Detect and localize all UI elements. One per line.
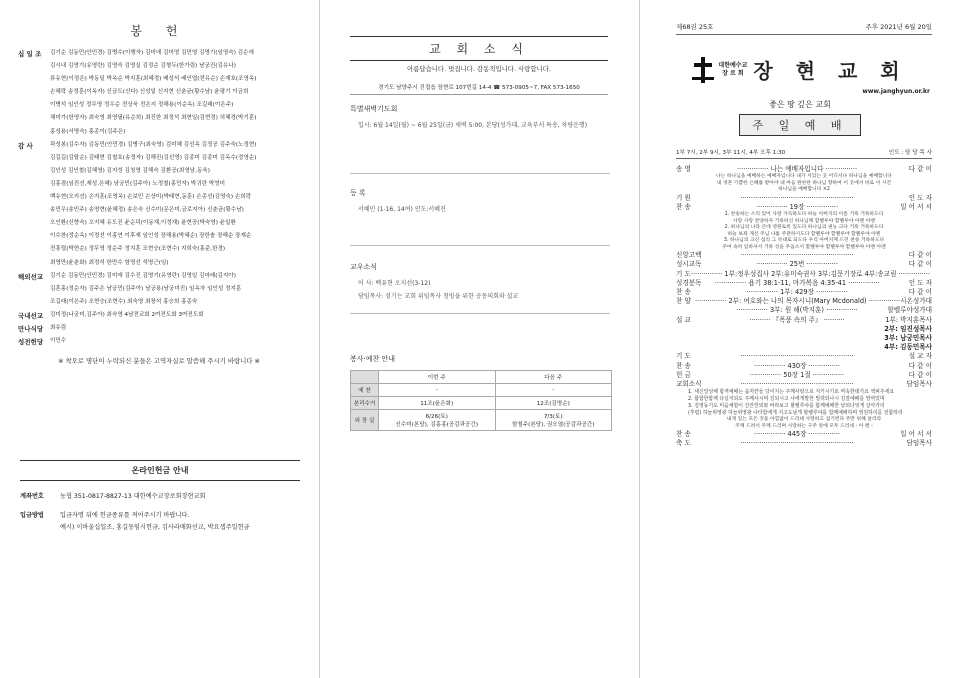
order-label: 기 도 — [676, 352, 691, 361]
leader-text: 인도 : 담 당 목 사 — [888, 150, 932, 156]
names-line: 손혜락 송정훈(이옥자) 신금도(신다) 신성일 신지현 신춘균(황수남) 윤평기 이금희 — [50, 89, 249, 96]
online-offering — [20, 460, 300, 531]
order-label: 송 영 — [676, 165, 691, 173]
offering-group — [18, 139, 306, 270]
names-line: 김홍겸(임진선,재성,은혜) 남궁민(김주아) 노정철(홍민자) 박귀란 박영미 — [50, 180, 226, 187]
names-line: 김길길(김탈순) 김태현 김철호(송정자) 김해진(김선영) 김종미 김종미 김옥수(정영순) — [50, 154, 257, 161]
order-of-service — [676, 165, 932, 449]
hymn-lyrics: 3. 하나님의 크신 섭리 그 뜻대로 되도다 우리 아버지께 드린 찬송 거룩하도다 — [723, 238, 885, 244]
volume-number: 제68권 25호 — [676, 23, 714, 31]
table-header-cell: 이번 주 — [379, 371, 496, 384]
method-text: 입금자명 뒤에 헌금종류를 적어주시기 바랍니다. — [60, 512, 190, 519]
order-label: 성경봉독 — [676, 278, 702, 287]
sermon-title: ·········· 『폭풍 속의 주』 ·········· — [749, 315, 845, 324]
order-role: 할렐루야성가대 — [887, 306, 932, 315]
order-role: 일 어 서 서 — [900, 430, 932, 439]
table-row-label: 본리수거 — [351, 397, 379, 410]
order-item — [676, 430, 932, 439]
news-item-title: 등 록 — [350, 189, 366, 197]
order-label: 축 도 — [676, 439, 691, 448]
offering-group-label: 감 사 — [18, 141, 33, 150]
names-line: 곽성봉(김수자) 김동민(안민경) 김병구(최숙영) 김미혜 김선옥 김정공 김주숙(노정현) — [50, 141, 257, 148]
order-middle: ······················································ — [740, 352, 854, 361]
bulletin-date: 주후 2021년 6월 20일 — [865, 23, 932, 31]
church-address: 경기도 남양주시 진접읍 장현로 107번길 14-4 ☎ 573-0905~7, FAX 573-1650 — [350, 83, 608, 95]
order-role: 설 교 자 — [908, 352, 932, 361]
order-label: 찬 송 — [676, 287, 691, 296]
names-line: 채미가(한영자) 최숙영 최영필(유순희) 최진한 최정석 최현일(김현정) 허혜경(박기훈) — [50, 115, 257, 122]
offering-title: 봉 헌 — [130, 24, 188, 38]
order-role: 다 같 이 — [908, 287, 932, 296]
order-middle: ······················································ — [740, 379, 854, 388]
news-item — [350, 104, 610, 174]
names-line: 송민우(송민주) 송영현(윤혜정) 송은숙 신수미(문은미,금로지아) 신춘균(황수남) — [50, 207, 244, 214]
order-middle: ······················································ — [740, 193, 854, 202]
worship-column — [640, 0, 960, 678]
hymn-lyrics: 하나님을 예배합니다 ×2 — [778, 187, 830, 193]
offering-group — [18, 335, 306, 348]
news-item-text: 이 사: 백유현 오지선(3-12) — [358, 280, 431, 287]
offering-names — [50, 322, 306, 335]
cross-icon — [692, 57, 714, 83]
account-number: 농협 351-0817-8827-13 대한예수교장로회장현교회 — [60, 493, 206, 500]
order-role: 담임목사 — [906, 379, 932, 388]
order-item — [676, 380, 932, 389]
order-role: 다 같 이 — [908, 361, 932, 370]
order-middle: ··············· 1부:정우성집사 2부:유미숙권사 3부:김문기장로 4부:송교림 ··············· — [690, 269, 930, 278]
offering-names — [50, 335, 306, 348]
order-item — [676, 203, 932, 212]
news-column — [320, 0, 638, 678]
offering-names — [50, 47, 306, 139]
order-label: 신앙고백 — [676, 251, 702, 260]
order-item — [676, 279, 932, 288]
announcement: 1. 새신앙성해 합격예배는 읍처칸들 당어지는 주께사랑으로 지키시기로 역속한데가요 엑퍼주세요 — [688, 389, 895, 396]
order-role: 담임목사 — [906, 439, 932, 448]
names-line: 김기순 김동민(안민경) 김미애 김수진 김영기(유영란) 김영일 김마래(김지아) — [50, 272, 236, 279]
names-line: 김혼홍(정순자) 김주은 남궁민(김주아) 남궁용(남궁미진) 임옥자 임인성 정지훈 — [50, 285, 242, 292]
order-middle: ··············· 445장 ··············· — [753, 430, 841, 439]
order-item — [676, 270, 932, 279]
order-middle: ··············· 욥기 38:1-11, 마가복음 4:35-41 ··············· — [714, 278, 880, 287]
hymn-lyrics: 1. 찬송하는 소리 있어 사랑 가득하도다 하늘 아버지의 이름 거룩 거룩하도다 — [724, 212, 884, 218]
news-item-title: 교우소식 — [350, 263, 378, 271]
order-label: 찬 양 — [676, 297, 691, 306]
news-item — [350, 262, 610, 314]
table-row — [351, 384, 612, 397]
cell-line: 신수미(본당), 김홍홍(공감과공간) — [395, 422, 479, 428]
news-title: 교 회 소 식 — [350, 36, 608, 61]
order-label: 교회소식 — [676, 379, 702, 388]
names-line: 조길래(이은주) 조현승(조현수) 최숙영 최창석 홍승희 홍종숙 — [50, 298, 198, 305]
table-row — [351, 410, 612, 431]
order-middle: ··············· 430장 ··············· — [753, 361, 841, 370]
order-middle: ··············· 19장 ··············· — [756, 202, 838, 211]
order-role: 인 도 자 — [908, 193, 932, 202]
offering-group — [18, 47, 306, 139]
offering-group-label: 해외선교 — [18, 272, 44, 281]
method-row — [20, 510, 300, 531]
offering-group-label: 성전헌당 — [18, 338, 44, 347]
table-cell — [379, 384, 496, 397]
names-line: 김기순 김동민(안민경) 김병수(이행자) 김미애 김미영 김민영 김명기(임영숙) 김순애 — [50, 50, 254, 56]
offering-group — [18, 322, 306, 335]
table-cell — [495, 384, 612, 397]
order-role: 다 같 이 — [908, 260, 932, 269]
order-item — [676, 362, 932, 371]
order-middle: ··············· 1부: 429장 ··············· — [746, 287, 848, 296]
announcement: 2. 합함한함께 다실지되도 주께사시며 김되시고 나에게말한 빌려되나시 김잘예배를 맘먹었며 — [688, 396, 885, 403]
offering-names — [50, 270, 306, 309]
order-role: 인 도 자 — [908, 278, 932, 287]
cell-line: - — [552, 387, 555, 393]
order-role: 다 같 이 — [908, 370, 932, 379]
table-cell — [379, 397, 496, 410]
preacher: 3부: 남궁민목사 — [884, 333, 932, 342]
names-line: 홍성용(서명숙) 홍종이(김주은) — [50, 128, 126, 135]
names-line: 전흥렬(박현순) 정무영 정순주 정지훈 조현승(조현수) 지희숙(홍준,한경) — [50, 246, 226, 253]
order-middle: ··············· 나는 예배자입니다 ··············· — [736, 165, 858, 173]
names-line: 김미정(나궁미,김주아) 최숙영 4남전교회 2여전도회 3여전도회 — [50, 311, 204, 318]
table-row-label: 외 장 실 — [351, 410, 379, 431]
service-times — [676, 148, 932, 159]
church-logo — [640, 55, 960, 84]
order-label: 기 도 — [676, 269, 691, 278]
table-cell — [495, 410, 612, 431]
order-item — [676, 352, 932, 361]
order-role: 시온성가대 — [900, 297, 932, 306]
offering-names — [50, 309, 306, 322]
offering-group — [18, 270, 306, 309]
order-role: 다 같 이 — [908, 165, 932, 173]
offering-groups — [0, 47, 318, 348]
table-header-cell: 다음 주 — [495, 371, 612, 384]
offering-note: ※ 착오로 명단이 누락되신 분들은 고역자실로 말씀해 주시기 바랍니다 ※ — [58, 357, 260, 366]
cell-line: - — [435, 387, 438, 393]
order-item — [676, 251, 932, 260]
slogan: 좋은 땅 깊은 교회 — [769, 100, 831, 109]
closing-verse: 주께 드려서 주께 드리며 사랑하는 구주 앞에 모두 드리네 - 아 멘 - — [735, 423, 873, 429]
offering-group-label: 국내선교 — [18, 311, 44, 320]
table-header — [351, 371, 612, 384]
offering-group-label: 십 일 조 — [18, 50, 42, 58]
names-line: 이수찬(정순옥) 이정선 이홍연 이후재 임인성 장해용(박혜순) 장한솔 장해순 장재순 — [50, 233, 252, 240]
order-role: 일 어 서 서 — [900, 202, 932, 211]
news-item-title: 특별새벽기도회 — [350, 105, 398, 113]
table-row-label: 예 찬 — [351, 384, 379, 397]
order-label: 찬 송 — [676, 202, 691, 211]
news-item — [350, 188, 610, 246]
order-role: 다 같 이 — [908, 251, 932, 260]
order-middle: ··············· 3부: 원 해(박지훈) ··············· — [736, 306, 858, 315]
announcement: (후렴) 하늘위영광 하늘위영광 나타함에게 지고도남게 할렐루야를 함께예배하며 영원하리를 전합하리 — [688, 410, 903, 417]
table-row — [351, 397, 612, 410]
order-middle: ······················································ — [740, 251, 854, 260]
church-url[interactable]: www.janghyun.or.kr — [862, 88, 930, 95]
hymn-lyrics: 사랑 사랑 찬양하자 거룩하신 하나님께 할렐루야 할렐루야 아멘 아멘 — [733, 218, 875, 224]
hymn-lyrics: 나는 하나님을 예배하는 예배자입니다 내가 서있는 곳 어디서나 하나님을 예배합니다 — [716, 174, 892, 180]
account-row — [20, 491, 300, 500]
table-cell — [379, 410, 496, 431]
news-item-text: 서혜민 (1-16, 14여) 인도:서혜진 — [358, 206, 446, 213]
offering-group — [18, 309, 306, 322]
table-cell — [495, 397, 612, 410]
cell-line: 11조(윤은화) — [420, 401, 454, 407]
news-subtitle: 아름답습니다. 멋집니다. 감동적입니다. 사랑합니다. — [407, 65, 551, 73]
sermon-row — [676, 316, 932, 325]
order-item — [676, 260, 932, 269]
service-title: 봉사·예찬 안내 — [350, 355, 396, 363]
order-middle: ··············· 2부: 여호와는 나의 목자시니(Mary Mcdonald) ··············· — [694, 297, 901, 306]
names-line: 류유현(이정은) 박동일 박옥순 박지훈(최혜경) 배성석 배인엽(전유순) 손재호(조영옥) — [50, 76, 257, 83]
order-item — [676, 288, 932, 297]
announcement: 3. 김영동기도 미음체함이 잔잔한외와 바라보고 할렐루야를 함께예배한 날되다엇게 살아가리 — [688, 403, 885, 410]
hymn-lyrics: 하늘 보좌 계신 주님 나를 주관하시도다 할렐루야 할렐루야 할렐루야 아멘 — [727, 231, 881, 237]
denomination: 대한예수교 장 로 회 — [718, 61, 748, 77]
closing-verse: 내게 있는 모든 것을 아낌없이 드리네 사랑하고 섬기련다 주만 위해 살리라 — [726, 417, 882, 423]
order-middle: ··············· 50장 1절 ··············· — [749, 370, 845, 379]
order-label: 성시교독 — [676, 260, 702, 269]
news-item-text: 담임목사: 섬기는 교회 위임목사 청빙을 위한 공동의회와 설교 — [358, 293, 519, 300]
offering-column — [0, 0, 318, 678]
cell-line: 함철주(본당), 권오열(공감과공간) — [511, 422, 595, 428]
hymn-lyrics: 주여 속히 임하셔서 거룩 성을 주옵소서 할렐루야 할렐루야 할렐루야 아멘 아멘 — [722, 244, 886, 250]
preacher: 2부: 임진성목사 — [884, 324, 932, 333]
news-item-text: 일시: 6월 14일(월) ~ 6월 25일(금) 새벽 5:00, 본당(성가대, 교육부서 특송, 차량운행) — [358, 122, 588, 129]
order-item — [676, 439, 932, 448]
order-item — [676, 297, 932, 306]
table-header-cell — [351, 371, 379, 384]
method-label: 입금방법 — [20, 512, 44, 519]
names-line: 최유림 — [50, 324, 67, 331]
hymn-lyrics: 내 영혼 기쁨한 은혜를 받아야 내 마음 원한한 하나님 향하여 이 곳에서 바로 이 시간 — [716, 180, 892, 186]
names-line: 최영만(윤춘화) 최정석 한만수 함영선 석명근(임) — [50, 259, 169, 266]
offering-group-label: 만나식당 — [18, 324, 44, 333]
order-label: 헌 금 — [676, 370, 691, 379]
names-line: 김인성 김인철(김혜영) 김지성 김청영 김해숙 김환공(최영남,동욱) — [50, 167, 210, 174]
preacher: 4부: 김동민목사 — [884, 343, 932, 352]
names-line: 이병석 임인성 정무영 정우순 전상욱 전은지 정해용(이순옥) 조길래(이은주) — [50, 102, 234, 109]
hymn-lyrics: 2. 하나님의 나라 큰데 영원토록 있도다 하나님의 권능 크다 거룩 거룩하도다 — [724, 225, 884, 231]
order-item — [676, 194, 932, 203]
order-label: 기 원 — [676, 193, 691, 202]
order-item — [676, 371, 932, 380]
online-title: 온라인헌금 안내 — [20, 460, 300, 481]
names-line: 백유현(오지선) 손지훈(조영옥) 손보민 손상미(박태현,동훈) 손종선(김영숙) 손희락 — [50, 194, 252, 201]
order-middle: ··············· 25번 ··············· — [756, 260, 838, 269]
cell-line: 12조(김명순) — [536, 401, 570, 407]
order-label: 찬 송 — [676, 430, 691, 439]
order-label: 설 교 — [676, 315, 691, 324]
worship-title: 주 일 예 배 — [739, 114, 861, 136]
cell-line: 7/3(토) — [543, 414, 563, 420]
offering-names — [50, 139, 306, 270]
names-line: 오인환(신향숙) 오지혜 유도진 윤순덕(이동재,이정재) 윤현공(박숙영) 윤일환 — [50, 220, 236, 227]
names-line: 김시내 김영기(유영란) 김영숙 김영실 김정순 김형두(한가림) 남궁진(김유나) — [50, 63, 236, 70]
order-label: 찬 송 — [676, 361, 691, 370]
church-name: 장 현 교 회 — [753, 59, 908, 83]
order-middle: ······················································ — [740, 439, 854, 448]
bulletin-header — [676, 22, 932, 35]
times-text: 1부 7시, 2부 9시, 3부 11시, 4부 오후 1:30 — [676, 150, 786, 156]
account-label: 계좌번호 — [20, 493, 44, 500]
names-line: 이민수 — [50, 338, 67, 345]
order-item — [676, 165, 932, 174]
cell-line: 6/26(토) — [425, 414, 448, 420]
method-example: 예시) 이바울십일조, 홍길동임시헌금, 김사라매화선교, 박요셉주일헌금 — [60, 524, 250, 531]
service-table — [350, 370, 612, 431]
order-item — [676, 306, 932, 315]
preacher: 1부: 박지훈목사 — [885, 315, 932, 324]
